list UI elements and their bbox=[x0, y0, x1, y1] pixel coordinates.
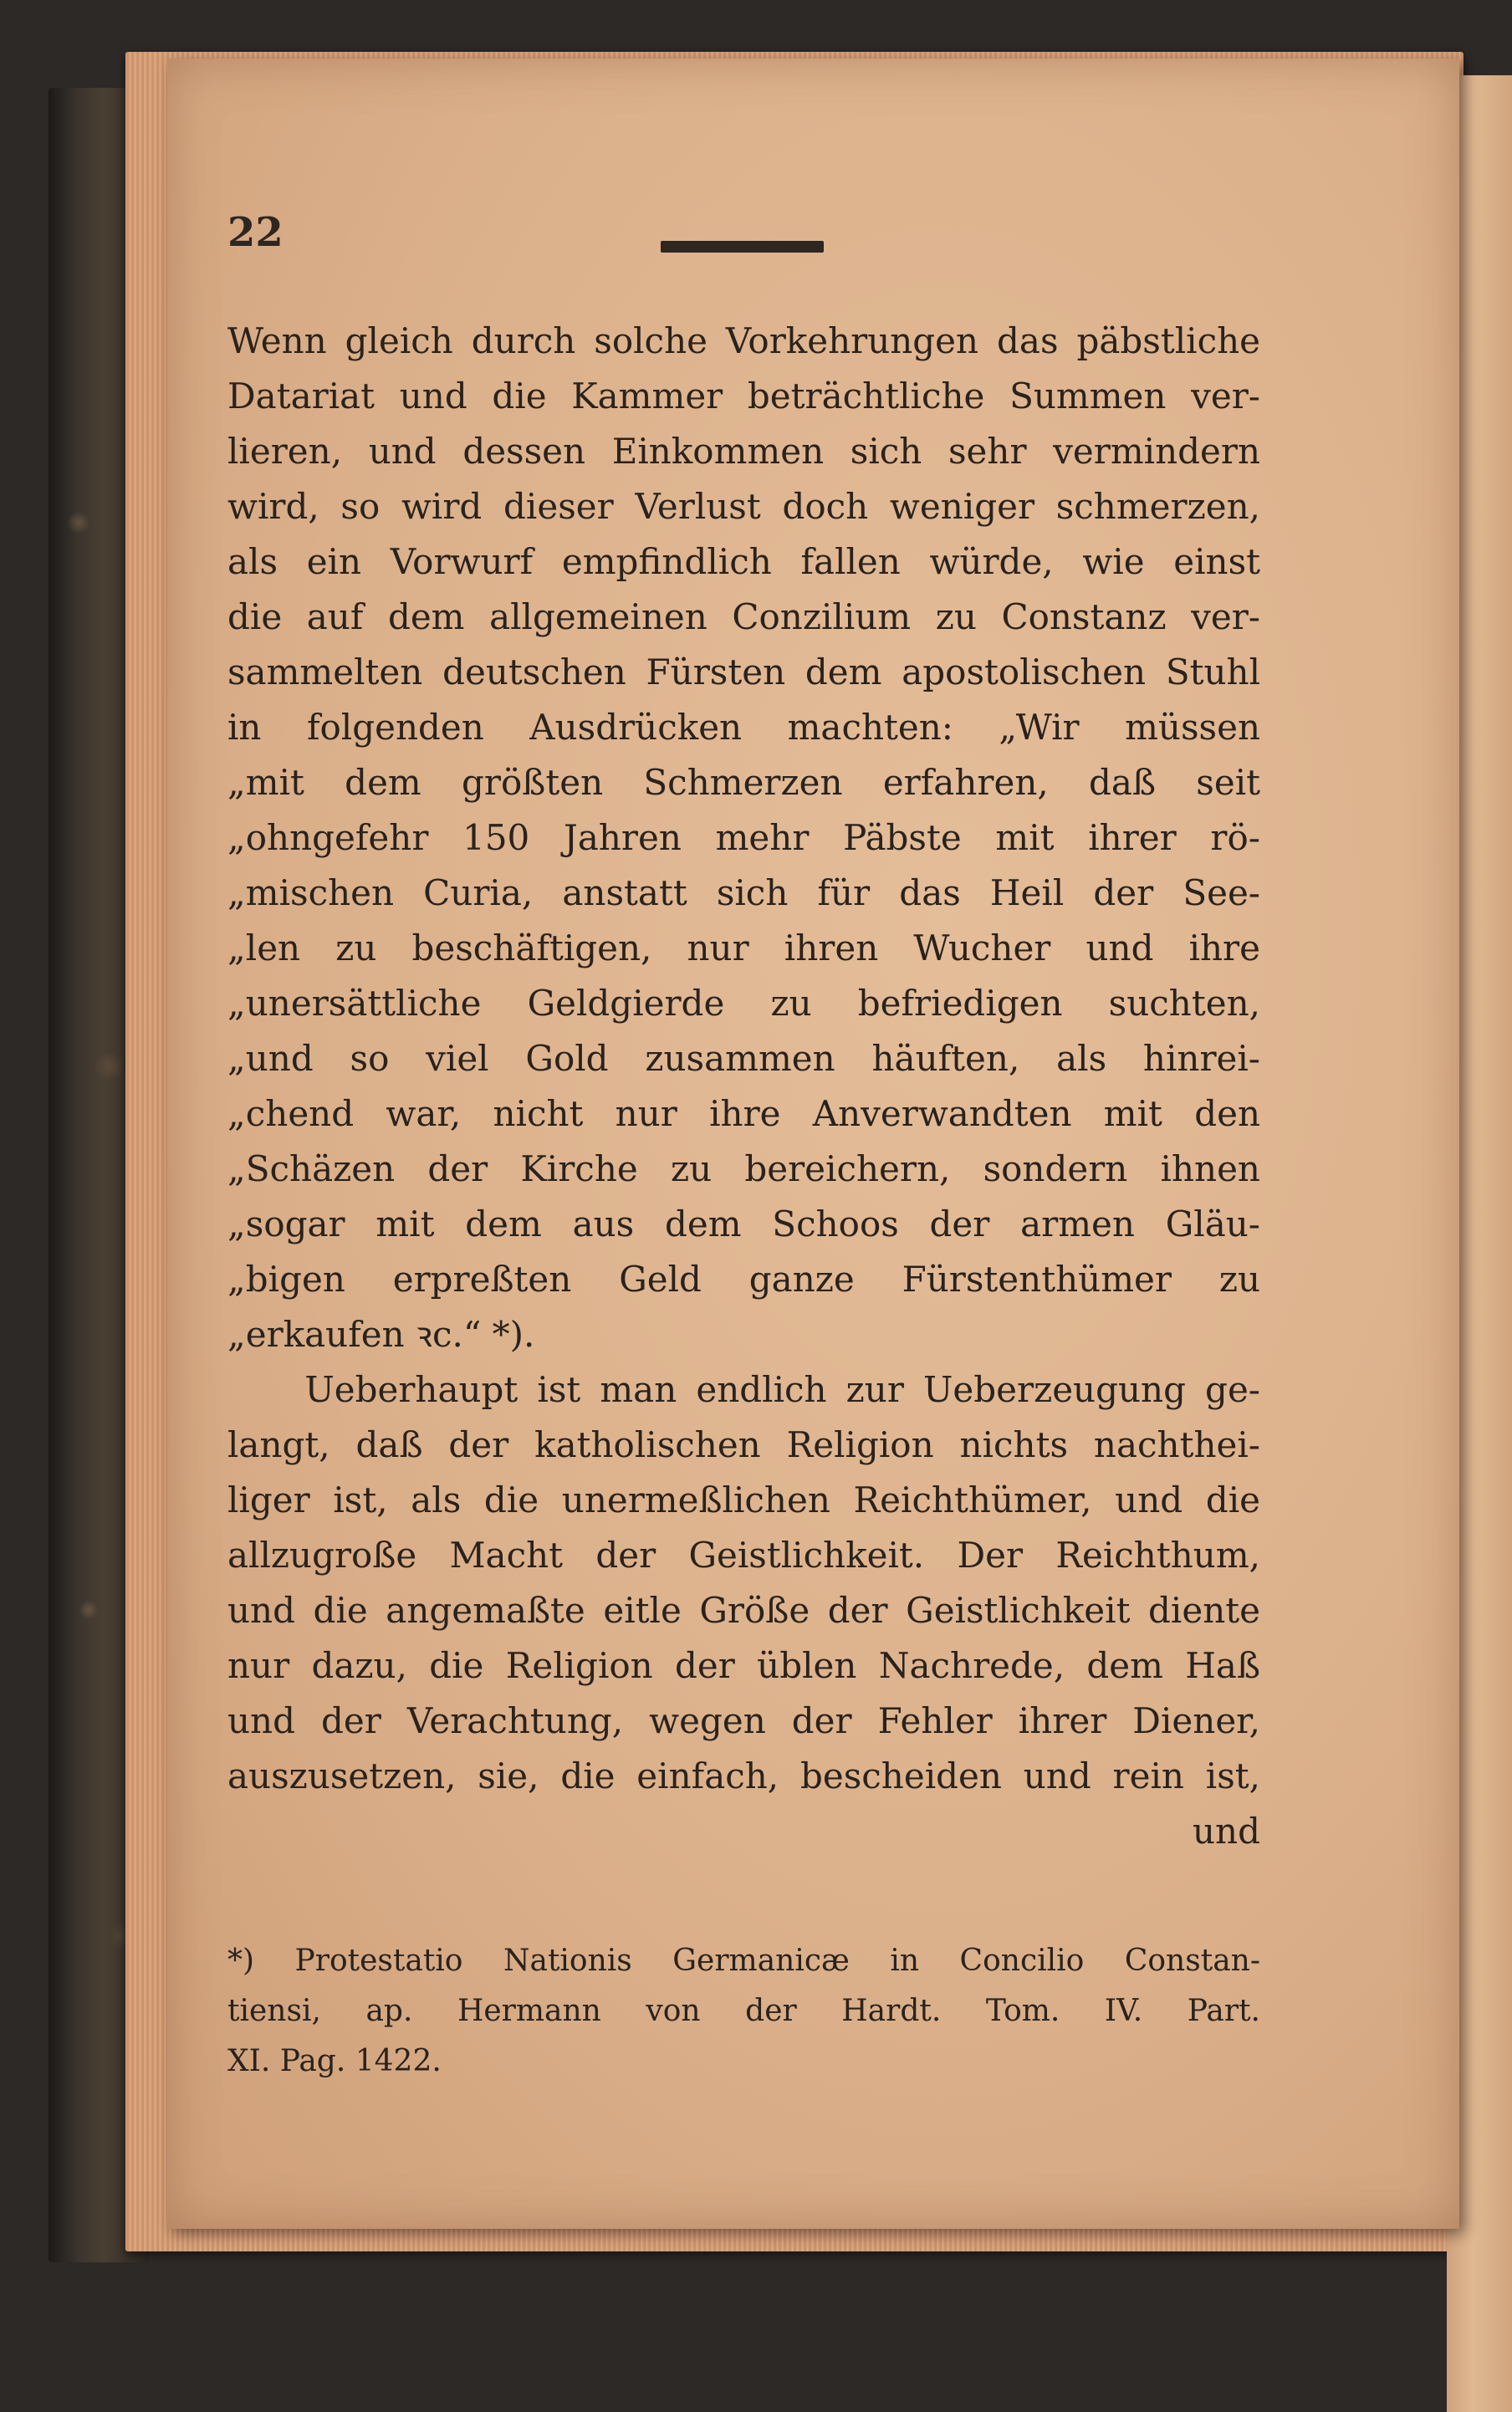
text-line: „bigen erpreßten Geld ganze Fürstenthümer zu bbox=[227, 1259, 1260, 1300]
footnote-line: XI. Pag. 1422. bbox=[227, 2044, 442, 2078]
text-line: liger ist, als die unermeßlichen Reichthümer, und die bbox=[227, 1479, 1260, 1520]
text-line: Ueberhaupt ist man endlich zur Ueberzeugung ge- bbox=[227, 1369, 1260, 1410]
text-line: in folgenden Ausdrücken machten: „Wir müssen bbox=[227, 707, 1260, 748]
text-line: „und so viel Gold zusammen häuften, als hinrei- bbox=[227, 1038, 1260, 1079]
page-number: 22 bbox=[227, 209, 284, 256]
text-line: und der Verachtung, wegen der Fehler ihrer Diener, bbox=[227, 1700, 1260, 1741]
text-line: nur dazu, die Religion der üblen Nachrede, dem Haß bbox=[227, 1645, 1260, 1686]
text-line: „Schäzen der Kirche zu bereichern, sondern ihnen bbox=[227, 1148, 1260, 1189]
text-line: wird, so wird dieser Verlust doch weniger schmerzen, bbox=[227, 486, 1260, 527]
text-line: „chend war, nicht nur ihre Anverwandten mit den bbox=[227, 1093, 1260, 1134]
text-line: und die angemaßte eitle Größe der Geistlichkeit diente bbox=[227, 1590, 1260, 1631]
text-line: „unersättliche Geldgierde zu befriedigen suchten, bbox=[227, 983, 1260, 1024]
text-line: „mit dem größten Schmerzen erfahren, daß seit bbox=[227, 762, 1260, 803]
text-line: „ohngefehr 150 Jahren mehr Päbste mit ihrer rö- bbox=[227, 817, 1260, 858]
footnote-line: *) Protestatio Nationis Germanicæ in Concilio Constan- bbox=[227, 1944, 1260, 1978]
text-line: „len zu beschäftigen, nur ihren Wucher und ihre bbox=[227, 927, 1260, 968]
text-line: „mischen Curia, anstatt sich für das Heil der See- bbox=[227, 872, 1260, 913]
catchword: und bbox=[1193, 1811, 1260, 1852]
text-line: als ein Vorwurf empfindlich fallen würde, wie einst bbox=[227, 541, 1260, 582]
text-line: allzugroße Macht der Geistlichkeit. Der Reichthum, bbox=[227, 1535, 1260, 1576]
text-line: lieren, und dessen Einkommen sich sehr vermindern bbox=[227, 431, 1260, 472]
text-line: die auf dem allgemeinen Conzilium zu Constanz ver- bbox=[227, 596, 1260, 637]
text-line: Wenn gleich durch solche Vorkehrungen das päbstliche bbox=[227, 320, 1260, 361]
text-line: langt, daß der katholischen Religion nichts nachthei- bbox=[227, 1424, 1260, 1465]
footnote-line: tiensi, ap. Hermann von der Hardt. Tom. IV. Part. bbox=[227, 1994, 1260, 2028]
text-line: auszusetzen, sie, die einfach, bescheiden und rein ist, bbox=[227, 1755, 1260, 1796]
text-line: Datariat und die Kammer beträchtliche Summen ver- bbox=[227, 376, 1260, 416]
text-line: „erkaufen ꝛc.“ *). bbox=[227, 1314, 535, 1355]
header-rule bbox=[661, 241, 824, 253]
text-line: sammelten deutschen Fürsten dem apostolischen Stuhl bbox=[227, 652, 1260, 692]
text-line: „sogar mit dem aus dem Schoos der armen Gläu- bbox=[227, 1203, 1260, 1244]
